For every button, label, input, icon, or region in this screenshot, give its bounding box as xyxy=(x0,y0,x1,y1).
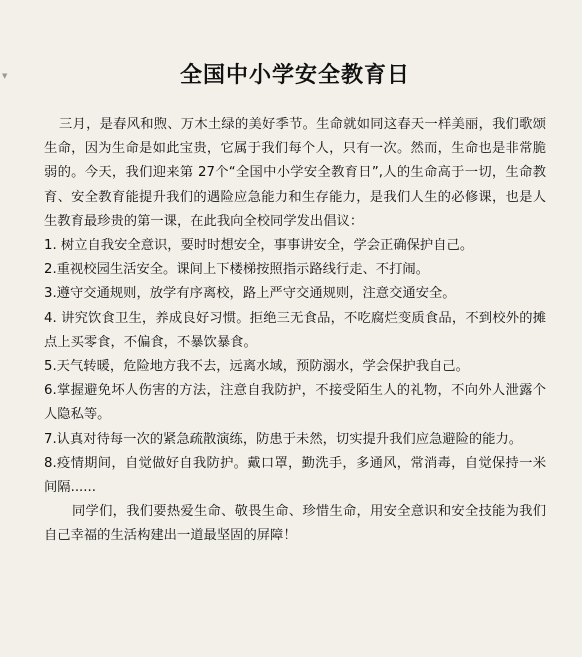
closing-paragraph: 同学们，我们要热爱生命、敬畏生命、珍惜生命，用安全意识和安全技能为我们自己幸福的生活构建出一道最坚固的屏障！ xyxy=(44,504,546,544)
list-item: 8.疫情期间，自觉做好自我防护。戴口罩，勤洗手，多通风，常消毒，自觉保持一米间隔...... xyxy=(44,455,546,496)
page-marker-icon: ▼ xyxy=(2,72,8,80)
list-item: 7.认真对待每一次的紧急疏散演练，防患于未然，切实提升我们应急避险的能力。 xyxy=(44,431,523,447)
intro-paragraph: 三月，是春风和煦、万木土绿的美好季节。生命就如同这春天一样美丽，我们歌颂生命，因为生命是如此宝贵，它属于我们每个人，只有一次。然而，生命也是非常脆弱的。今天，我们迎来第 27个“全国中小学安全教育日”,人的生命高于一切，生命教育、安全教育能提升我们的遇险应急能力和生存能力，是我们人生的必修课，也是人生教育最珍贵的第一课，在此我向全校同学发出倡议： xyxy=(44,117,546,229)
list-item: 1. 树立自我安全意识，要时时想安全，事事讲安全，学会正确保护自己。 xyxy=(44,238,474,254)
list-item: 2.重视校园生活安全。课间上下楼梯按照指示路线行走、不打闹。 xyxy=(44,262,429,278)
list-item: 3.遵守交通规则，放学有序离校，路上严守交通规则，注意交通安全。 xyxy=(44,286,456,302)
list-item: 5.天气转暖，危险地方我不去，远离水域，预防溺水，学会保护我自己。 xyxy=(44,359,469,375)
list-item: 4. 讲究饮食卫生，养成良好习惯。拒绝三无食品，不吃腐烂变质食品，不到校外的摊点上买零食，不偏食，不暴饮暴食。 xyxy=(44,310,546,350)
list-item: 6.掌握避免坏人伤害的方法，注意自我防护，不接受陌生人的礼物，不向外人泄露个人隐私等。 xyxy=(44,383,546,423)
document-body xyxy=(44,113,546,549)
document-title: 全国中小学安全教育日 xyxy=(179,63,410,88)
